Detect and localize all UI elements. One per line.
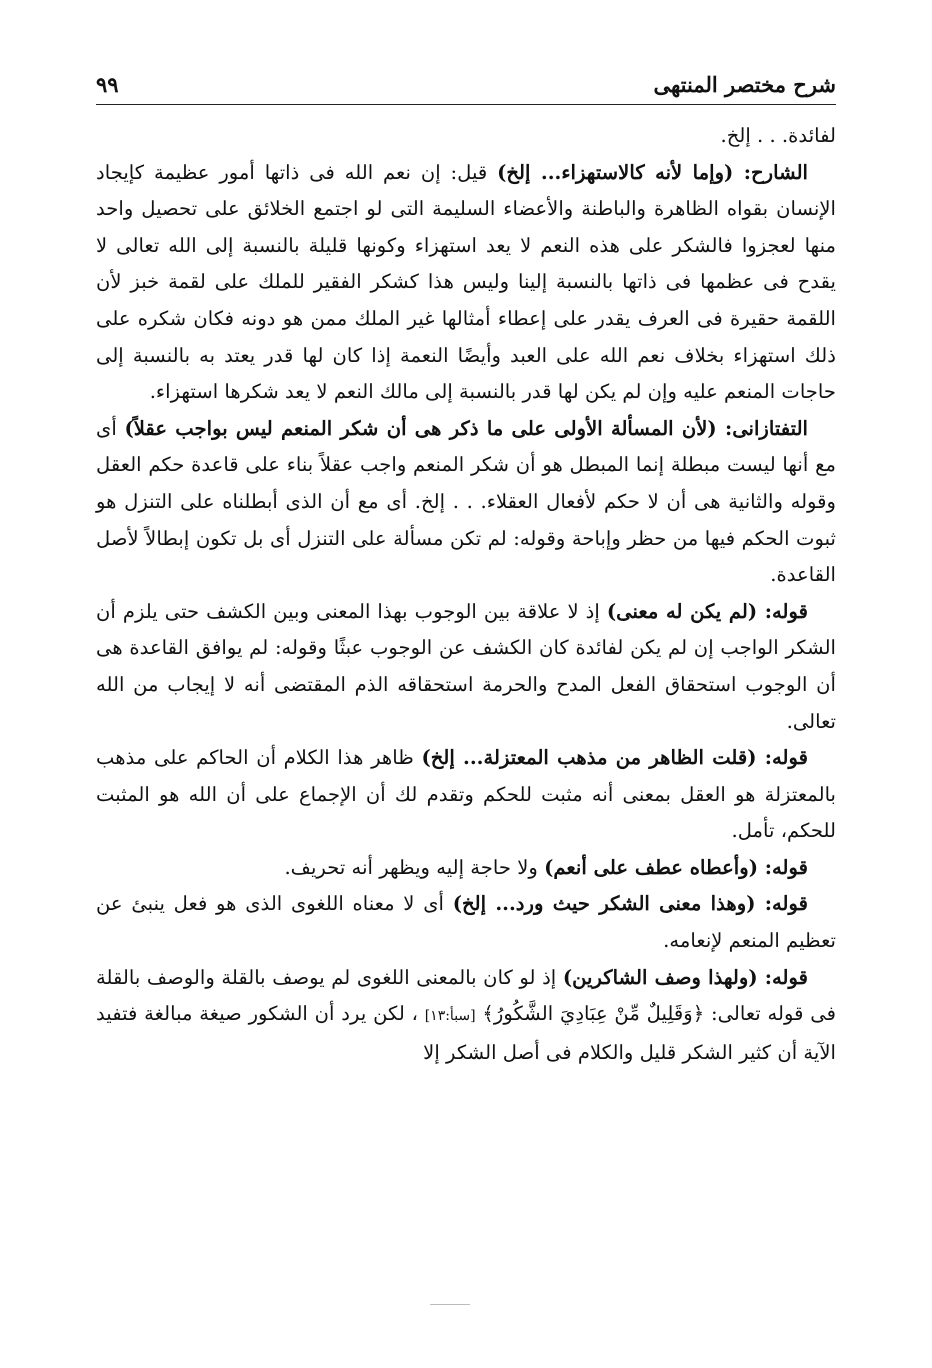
paragraph xyxy=(96,960,836,1072)
quoted-text: (لم يكن له معنى) xyxy=(606,599,758,623)
speaker-label: التفتازانى: xyxy=(716,416,808,440)
quoted-text: (وهذا معنى الشكر حيث ورد... إلخ) xyxy=(452,892,756,916)
quoted-text: (وأعطاه عطف على أنعم) xyxy=(544,855,758,879)
paragraph xyxy=(96,740,836,850)
page-header xyxy=(96,70,836,104)
paragraph xyxy=(96,118,836,155)
paragraph-text: ظاهر هذا الكلام أن الحاكم على مذهب بالمعتزلة هو العقل بمعنى أنه مثبت للحكم وتقدم لك أن الإجماع على أن الله هو المثبت للحكم، تأمل. xyxy=(96,746,836,843)
quoted-text: (وإما لأنه كالاستهزاء... إلخ) xyxy=(497,160,734,184)
speaker-label: قوله: xyxy=(757,855,808,879)
paragraph-text: ولا حاجة إليه ويظهر أنه تحريف. xyxy=(284,855,538,879)
paragraph-text: ، لكن يرد أن الشكور صيغة مبالغة فتفيد الآية أن كثير الشكر قليل والكلام فى أصل الشكر إلا xyxy=(96,1002,836,1064)
quoted-text: (لأن المسألة الأولى على ما ذكر هى أن شكر المنعم ليس بواجب عقلاً) xyxy=(124,416,717,440)
speaker-label: قوله: xyxy=(756,746,808,770)
quoted-text: (ولهذا وصف الشاكرين) xyxy=(562,965,758,989)
running-title: شرح مختصر المنتهى xyxy=(653,72,836,97)
footer-divider xyxy=(430,1304,470,1305)
paragraph xyxy=(96,886,836,959)
paragraph-text: أى لا معناه اللغوى الذى هو فعل ينبئ عن تعظيم المنعم لإنعامه. xyxy=(96,892,836,953)
paragraph xyxy=(96,155,836,411)
quoted-text: (قلت الظاهر من مذهب المعتزلة... إلخ) xyxy=(421,746,757,770)
paragraph-text: لفائدة. . . إلخ. xyxy=(720,124,836,147)
speaker-label: قوله: xyxy=(755,892,808,916)
paragraph-text: قيل: إن نعم الله فى ذاتها أمور عظيمة كإيجاد الإنسان بقواه الظاهرة والباطنة والأعضاء السليمة التى لو اجتمع الخلائق على تحصيل واحد منها لعجزوا فالشكر على هذه النعم لا يعد استهزاء وكونها قليلة بالنسبة إلى الله تعالى لا يقدح فى عظمها فى ذاتها بالنسبة إلينا وليس هذا كشكر الفقير للملك على لقمة خبز لأن اللقمة حقيرة فى العرف يقدر على إعطاء أمثالها غير الملك ممن هو دونه فكان شكره على ذلك استهزاء بخلاف نعم الله على العبد وأيضًا النعمة إذا كان لها قدر يعتد به بالنسبة إلى حاجات المنعم عليه وإن لم يكن لها قدر بالنسبة إلى مالك النعم لا يعد شكرها استهزاء. xyxy=(96,160,836,404)
paragraph-text: إذ لو كان بالمعنى اللغوى لم يوصف بالقلة والوصف بالقلة فى قوله تعالى: xyxy=(96,965,837,1026)
paragraph-text: إذ لا علاقة بين الوجوب بهذا المعنى وبين الكشف حتى يلزم أن الشكر الواجب إن لم يكن لفائدة كان الكشف عن الوجوب عبثًا وقوله: لم يوافق القاعدة هى أن الوجوب استحقاق الفعل المدح والحرمة استحقاقه الذم المقتضى أنه لا إيجاب من الله تعالى. xyxy=(96,599,837,733)
verse-citation: [سبأ:١٣] xyxy=(424,1008,476,1025)
paragraph xyxy=(96,594,836,740)
speaker-label: قوله: xyxy=(757,599,808,623)
paragraph xyxy=(96,850,836,887)
page-number: ٩٩ xyxy=(96,72,119,97)
speaker-label: الشارح: xyxy=(733,160,808,184)
quran-verse: ﴿وَقَلِيلٌ مِّنْ عِبَادِيَ الشَّكُورُ﴾ xyxy=(482,1002,705,1026)
header-rule xyxy=(96,104,836,105)
paragraph-text: أى مع أنها ليست مبطلة إنما المبطل هو أن شكر المنعم واجب عقلاً بناء على قاعدة حكم العقل وقوله والثانية هى أن لا حكم لأفعال العقلاء. . . إلخ. أى مع أن الذى أبطلناه على التنزل هو ثبوت الحكم فيها من حظر وإباحة وقوله: لم تكن مسألة على التنزل أى بل تكون إبطالاً لأصل القاعدة. xyxy=(96,416,836,587)
paragraph xyxy=(96,411,836,594)
body-text xyxy=(96,118,836,1071)
speaker-label: قوله: xyxy=(757,965,808,989)
